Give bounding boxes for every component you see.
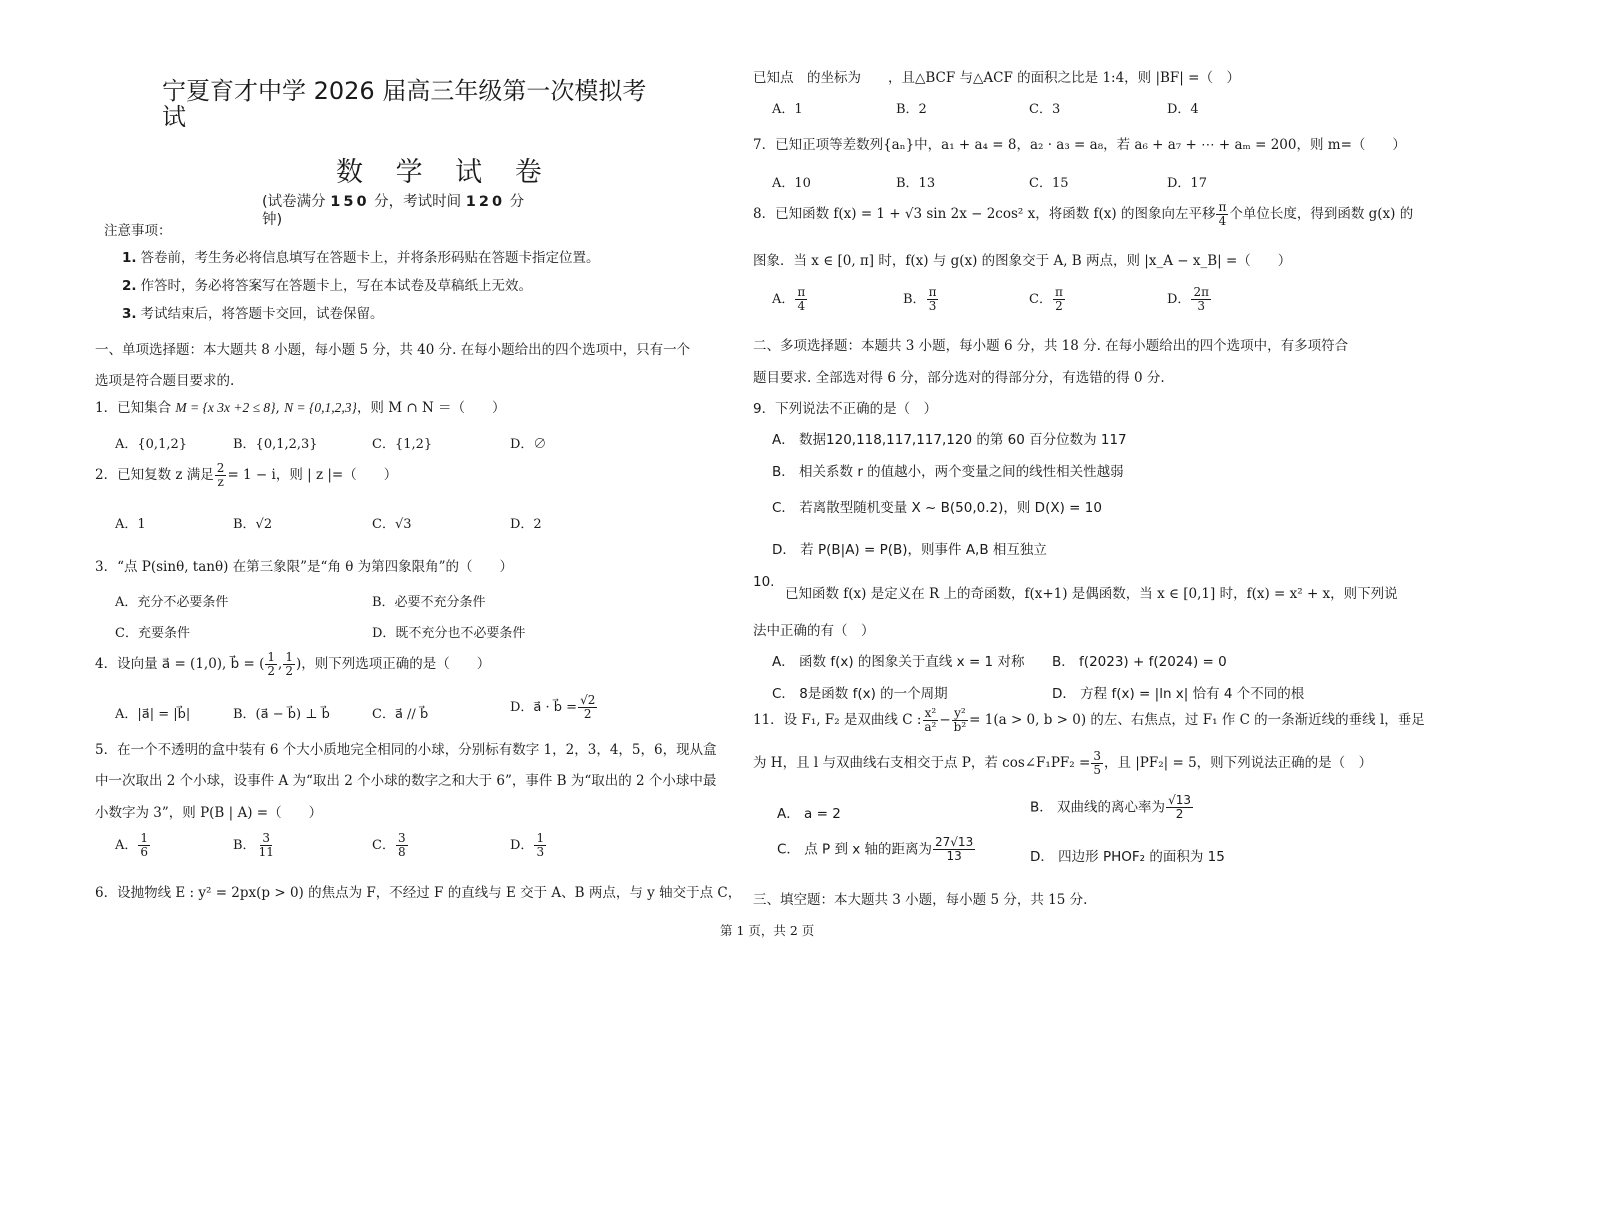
q8-option-c	[1029, 286, 1066, 313]
q1-set-m: M = {x 3x +2 ≤ 8}	[175, 400, 276, 415]
question-9-stem: 9．下列说法不正确的是（ ）	[753, 401, 938, 417]
q4-frac1-den: 2	[267, 664, 276, 678]
q5-option-b-num: 3	[262, 831, 271, 845]
q11-option-c-text: C． 点 P 到 x 轴的距离为	[777, 841, 933, 858]
q5-option-a-label: A．	[115, 838, 138, 853]
q8-option-c-fraction	[1053, 286, 1065, 313]
q11-option-b-fraction	[1166, 794, 1193, 821]
q8-option-c-num: π	[1054, 285, 1063, 299]
notice-title: 注意事项：	[104, 223, 172, 239]
q11-frac1-num: x²	[924, 706, 937, 720]
q5-option-a-fraction	[138, 832, 150, 859]
section2-heading-line1: 二、多项选择题：本题共 3 小题，每小题 6 分，共 18 分. 在每小题给出的四个选项中，有多项符合	[753, 338, 1349, 354]
exam-meta-line1	[262, 193, 524, 211]
q2-frac-den: z	[217, 475, 224, 489]
q8-option-a-num: π	[797, 285, 806, 299]
q5-option-d-fraction	[534, 832, 546, 859]
q5-option-a	[115, 832, 151, 859]
q4-option-d-num: √2	[580, 693, 596, 707]
q11-option-c-den: 13	[946, 849, 962, 863]
q11-option-b-den: 2	[1175, 807, 1184, 821]
section1-heading-line1: 一、单项选择题：本大题共 8 小题，每小题 5 分，共 40 分. 在每小题给出的四个选项中，只有一个	[95, 342, 691, 358]
notice-item	[122, 302, 384, 322]
notice-item	[122, 274, 532, 294]
q8-option-d-fraction	[1191, 286, 1211, 313]
q4-option-d-den: 2	[583, 707, 592, 721]
q11-fraction-2	[952, 707, 969, 734]
q5-option-c-label: C．	[372, 838, 395, 853]
exam-title-line1: 宁夏育才中学 2026 届高三年级第一次模拟考	[162, 77, 647, 105]
question-8-line1	[753, 201, 1413, 228]
q4-frac1-num: 1	[267, 650, 276, 664]
q5-option-c	[372, 832, 409, 859]
q4-option-d	[510, 694, 598, 721]
q8-fraction	[1216, 201, 1228, 228]
q11-frac2-num: y²	[954, 706, 966, 720]
q11-option-c-fraction	[933, 836, 975, 863]
full-score: 150	[330, 194, 370, 210]
q4-fraction-1	[265, 651, 277, 678]
q2-frac-num: 2	[216, 461, 225, 475]
q6-option-b: B．2	[896, 102, 927, 117]
q1-option-c: C．{1,2}	[372, 437, 433, 452]
q11-option-b-num: √13	[1168, 793, 1191, 807]
question-11-line1: 11．设 F₁, F₂ 是双曲线 C : $\frac{\text{x²}}{\text{a²}}$ − $\frac{\text{y²}}{\text{b²}}$ = 1(a > 0, b > 0) 的左、右焦点，过 F₁ 作 C 的一条渐近线的垂线 l，垂足	[753, 706, 1425, 734]
q6-option-a: A．1	[772, 102, 803, 117]
q4-option-d-text: D．a⃗ · b⃗ =	[510, 700, 578, 715]
meta-text-c: 分	[505, 194, 525, 210]
question-11-line2	[753, 750, 1372, 777]
q11-option-c	[777, 836, 976, 863]
question-10-number: 10.	[753, 574, 775, 590]
q5-option-b	[233, 832, 277, 859]
q6-option-c: C．3	[1029, 102, 1061, 117]
q8-option-c-den: 2	[1055, 299, 1063, 313]
q1-stem-tail: ，则 M ∩ N ＝（ ）	[356, 400, 506, 416]
q2-stem-text-a: 2．已知复数 z 满足	[95, 467, 214, 483]
q4-option-b: B．(a⃗ − b⃗) ⊥ b⃗	[233, 707, 330, 722]
q5-option-a-num: 1	[140, 831, 149, 845]
q8-option-b-label: B．	[903, 292, 926, 307]
q4-option-a: A．|a⃗| = |b⃗|	[115, 707, 191, 722]
exam-title	[162, 78, 646, 130]
q8-option-d-den: 3	[1197, 299, 1206, 313]
q8-line1-text-b: 个单位长度，得到函数 g(x) 的	[1229, 206, 1414, 222]
page-footer: 第 1 页，共 2 页	[720, 923, 815, 938]
q11-line1-text-a: 11．设 F₁, F₂ 是双曲线 C :	[753, 712, 922, 728]
section2-heading-line2: 题目要求. 全部选对得 6 分，部分选对的得部分分，有选错的得 0 分.	[753, 370, 1165, 386]
q7-option-b: B．13	[896, 176, 936, 191]
notice-item-text: 作答时，务必将答案写在答题卡上，写在本试卷及草稿纸上无效。	[140, 278, 533, 294]
q5-option-d-num: 1	[536, 831, 545, 845]
question-7-stem: 7．已知正项等差数列{aₙ}中，a₁ + a₄ = 8，a₂ · a₃ = a₈，若 a₆ + a₇ + ⋯ + aₘ = 200，则 m=（ ）	[753, 137, 1406, 153]
q8-option-b-den: 3	[928, 299, 937, 313]
notice-item-text: 答卷前，考生务必将信息填写在答题卡上，并将条形码贴在答题卡指定位置。	[140, 250, 600, 266]
q1-option-a: A．{0,1,2}	[115, 437, 188, 452]
question-10-line1: 已知函数 f(x) 是定义在 R 上的奇函数，f(x+1) 是偶函数，当 x ∈ [0,1] 时，f(x) = x² + x，则下列说	[785, 586, 1398, 602]
question-10-line2: 法中正确的有（ ）	[753, 623, 875, 639]
q5-option-b-label: B．	[233, 838, 256, 853]
q3-option-d: D．既不充分也不必要条件	[372, 626, 526, 641]
q8-option-a-label: A．	[772, 292, 795, 307]
question-6-line1: 6．设抛物线 E : y² = 2px(p > 0) 的焦点为 F，不经过 F 的直线与 E 交于 A、B 两点，与 y 轴交于点 C，	[95, 885, 742, 901]
section1-heading-line2: 选项是符合题目要求的.	[95, 373, 235, 389]
q5-option-b-fraction	[257, 832, 276, 859]
q8-option-b-fraction	[927, 286, 939, 313]
q11-option-d: D． 四边形 PHOF₂ 的面积为 15	[1030, 849, 1225, 865]
q3-option-a: A．充分不必要条件	[115, 595, 229, 610]
q5-option-d-den: 3	[536, 845, 545, 859]
q11-cos-fraction	[1091, 750, 1103, 777]
q2-stem-text-b: = 1 − i，则 | z |=（ ）	[227, 467, 398, 483]
q11-cos-num: 3	[1093, 749, 1101, 763]
q7-option-c: C．15	[1029, 176, 1069, 191]
q11-line2-text-a: 为 H，且 l 与双曲线右支相交于点 P，若 cos∠F₁PF₂ =	[753, 755, 1091, 771]
q5-option-d	[510, 832, 547, 859]
question-1-stem: 1．已知集合 M = {x 3x +2 ≤ 8}, N = {0,1,2,3}，则 M ∩ N ＝（ ）	[95, 400, 506, 416]
q1-set-n: N = {0,1,2,3}	[284, 400, 357, 415]
q8-option-d-num: 2π	[1193, 285, 1209, 299]
q10-option-b: B． f(2023) + f(2024) = 0	[1052, 654, 1227, 670]
q4-option-c: C．a⃗ // b⃗	[372, 707, 429, 722]
q1-option-b: B．{0,1,2,3}	[233, 437, 318, 452]
q11-frac1-den: a²	[924, 720, 937, 734]
meta-text-a: (试卷满分	[262, 194, 331, 210]
q10-option-a: A． 函数 f(x) 的图象关于直线 x = 1 对称	[772, 654, 1025, 670]
q11-option-b	[1030, 794, 1194, 821]
q8-option-b	[903, 286, 939, 313]
q9-option-c: C． 若离散型随机变量 X ~ B(50,0.2)，则 D(X) = 10	[772, 500, 1102, 516]
question-3-stem: 3．“点 P(sinθ, tanθ) 在第三象限”是“角 θ 为第四象限角”的（ ）	[95, 559, 514, 575]
q2-option-d: D．2	[510, 517, 542, 532]
question-6-line2: 已知点 的坐标为 ，且△BCF 与△ACF 的面积之比是 1:4，则 |BF| =（ ）	[753, 70, 1240, 86]
q2-option-a: A．1	[115, 517, 146, 532]
question-5-line1: 5．在一个不透明的盒中装有 6 个大小质地完全相同的小球，分别标有数字 1，2，3，4，5，6，现从盒	[95, 742, 717, 758]
subject-title: 数 学 试 卷	[336, 157, 554, 188]
q5-option-c-num: 3	[397, 831, 406, 845]
question-2-stem	[95, 462, 397, 489]
exam-duration: 120	[465, 194, 506, 210]
q8-option-a-fraction	[795, 286, 807, 313]
q3-option-b: B．必要不充分条件	[372, 595, 486, 610]
q4-stem-text-a: 4．设向量 a⃗ = (1,0), b⃗ = (	[95, 656, 265, 672]
question-4-stem: 4．设向量 a⃗ = (1,0), b⃗ = ( $\frac{1}{2}$ , $\frac{1}{2}$ )，则下列选项正确的是（ ）	[95, 650, 491, 678]
meta-text-b: 分，考试时间	[369, 194, 466, 210]
q11-option-a: A． a = 2	[777, 806, 841, 822]
q4-stem-text-b: )，则下列选项正确的是（ ）	[295, 656, 491, 672]
q3-option-c: C．充要条件	[115, 626, 190, 641]
q2-option-c: C．√3	[372, 517, 412, 532]
exam-meta-line2: 钟)	[262, 212, 283, 228]
q11-option-b-text: B． 双曲线的离心率为	[1030, 799, 1166, 816]
q5-option-a-den: 6	[140, 845, 149, 859]
q9-option-d: D． 若 P(B|A) = P(B)，则事件 A,B 相互独立	[772, 542, 1047, 558]
notice-item-number: 2.	[122, 278, 137, 294]
q8-option-b-num: π	[928, 285, 937, 299]
q10-option-c: C． 8是函数 f(x) 的一个周期	[772, 686, 948, 702]
q8-frac-den: 4	[1218, 214, 1227, 228]
q4-option-d-fraction	[578, 694, 597, 721]
q8-option-d	[1167, 286, 1212, 313]
q1-stem-text: 1．已知集合	[95, 400, 172, 416]
q2-option-b: B．√2	[233, 517, 273, 532]
q8-line1-text-a: 8．已知函数 f(x) = 1 + √3 sin 2x − 2cos² x，将函数 f(x) 的图象向左平移	[753, 206, 1216, 222]
q9-option-b: B． 相关系数 r 的值越小，两个变量之间的线性相关性越弱	[772, 464, 1124, 480]
q7-option-d: D．17	[1167, 176, 1207, 191]
q8-option-d-label: D．	[1167, 292, 1191, 307]
q8-option-a	[772, 286, 808, 313]
exam-title-line2: 试	[162, 103, 186, 131]
q9-option-a: A． 数据120,118,117,117,120 的第 60 百分位数为 117	[772, 432, 1127, 448]
q11-frac2-den: b²	[953, 720, 967, 734]
q5-option-c-fraction	[396, 832, 408, 859]
notice-item-number: 1.	[122, 250, 137, 266]
q4-fraction-2	[283, 651, 295, 678]
question-5-line2: 中一次取出 2 个小球，设事件 A 为“取出 2 个小球的数字之和大于 6”，事件 B 为“取出的 2 个小球中最	[95, 773, 717, 789]
q10-option-d: D． 方程 f(x) = |ln x| 恰有 4 个不同的根	[1052, 686, 1305, 702]
q7-option-a: A．10	[772, 176, 811, 191]
section3-heading: 三、填空题：本大题共 3 小题，每小题 5 分，共 15 分.	[753, 892, 1088, 908]
q11-fraction-1	[922, 707, 938, 734]
exam-meta	[262, 193, 524, 229]
q5-option-b-den: 11	[258, 845, 274, 859]
notice-item	[122, 246, 600, 266]
question-8-line2: 图象．当 x ∈ [0, π] 时，f(x) 与 g(x) 的图象交于 A, B 两点，则 |x_A − x_B| =（ ）	[753, 253, 1292, 269]
q11-option-c-num: 27√13	[935, 835, 974, 849]
q11-line2-text-b: ，且 |PF₂| = 5，则下列说法正确的是（ ）	[1103, 755, 1373, 771]
q11-cos-den: 5	[1093, 763, 1101, 777]
notice-item-number: 3.	[122, 306, 137, 322]
q8-option-c-label: C．	[1029, 292, 1052, 307]
q1-option-d: D．∅	[510, 437, 547, 452]
q8-option-a-den: 4	[797, 299, 806, 313]
q6-option-d: D．4	[1167, 102, 1199, 117]
q11-line1-text-b: = 1(a > 0, b > 0) 的左、右焦点，过 F₁ 作 C 的一条渐近线的垂线 l，垂足	[969, 712, 1425, 728]
q5-option-d-label: D．	[510, 838, 534, 853]
q4-frac2-num: 1	[285, 650, 293, 664]
notice-item-text: 考试结束后，将答题卡交回，试卷保留。	[140, 306, 384, 322]
q4-frac2-den: 2	[285, 664, 293, 678]
q2-fraction	[215, 462, 227, 489]
q5-option-c-den: 8	[397, 845, 406, 859]
question-5-line3: 小数字为 3”，则 P(B | A) =（ ）	[95, 805, 323, 821]
q8-frac-num: π	[1218, 200, 1227, 214]
